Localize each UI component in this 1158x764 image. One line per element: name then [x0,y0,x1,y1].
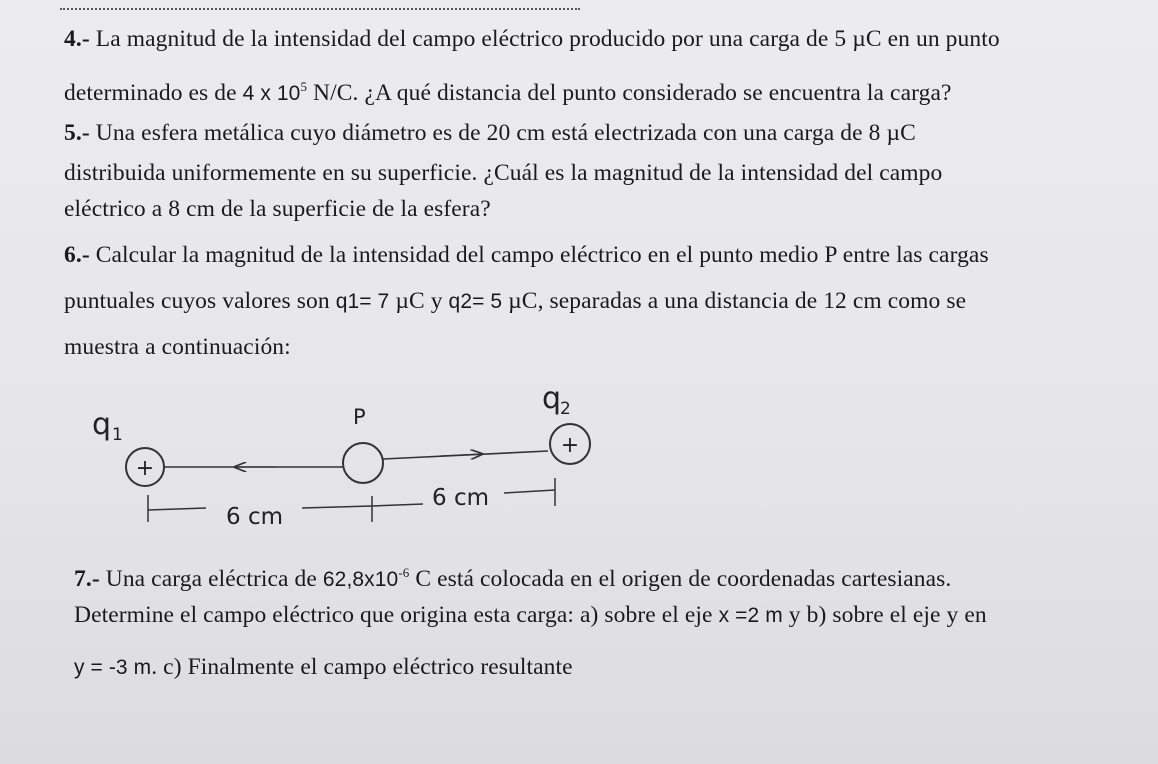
dimension-line-3 [372,504,423,506]
dimension-line-2 [302,506,372,508]
problem-7-number: 7.- [74,566,100,592]
q1-label: q [92,407,112,442]
p-label: P [353,405,366,429]
problem-6-number: 6.- [64,242,90,268]
problem-7-line-2: Determine el campo eléctrico que origina esta carga: a) sobre el eje x =2 m y b) sobre el eje y en [74,602,987,628]
problem-4-line-1: 4.- La magnitud de la intensidad del campo eléctrico producido por una carga de 5 µC en un punto [64,26,1000,52]
dimension-line-4 [504,490,555,493]
y-axis-value: y = -3 m [74,656,152,679]
problem-6-line-1: 6.- Calcular la magnitud de la intensidad del campo eléctrico en el punto medio P entre las cargas [64,242,989,268]
q2-label: q [542,381,562,416]
top-dotted-rule [60,8,580,10]
charges-diagram [80,378,620,538]
charge-q1-value: q1= 7 [335,290,390,313]
problem-4-line-2: determinado es de 4 x $10^5$ N/C. ¿A qué distancia del punto considerado se encuentra la carga? [64,79,952,106]
problem-7-line-1: 7.- Una carga eléctrica de $62,8x10^{-6}$ C está colocada en el origen de coordenadas cartesianas. [74,565,952,592]
charge-value: 62,8x10 [322,568,399,591]
field-magnitude-value: 4 x 10 [242,82,301,105]
problem-5-number: 5.- [64,120,90,146]
problem-5-line-1: 5.- Una esfera metálica cuyo diámetro es de 20 cm está electrizada con una carga de 8 µC [64,120,916,146]
problem-5-line-3: eléctrico a 8 cm de la superficie de la esfera? [64,196,491,222]
distance-right-label: 6 cm [432,485,489,511]
charges-diagram-svg [80,378,620,538]
problem-6-line-2: puntuales cuyos valores son q1= 7 µC y q2= 5 µC, separadas a una distancia de 12 cm como se [64,288,967,314]
problem-4-number: 4.- [64,26,90,52]
q1-subscript: 1 [112,425,123,445]
problem-6-line-3: muestra a continuación: [64,334,291,360]
q1-sign: + [135,456,155,481]
charge-q2-value: q2= 5 [448,290,503,313]
problem-7-line-3: y = -3 m. c) Finalmente el campo eléctrico resultante [74,654,573,680]
distance-left-label: 6 cm [226,504,283,530]
q2-subscript: 2 [560,399,571,419]
point-p-circle [343,443,383,483]
x-axis-value: x =2 m [718,604,783,627]
dimension-line-1 [148,508,206,510]
problem-5-line-2: distribuida uniformemente en su superficie. ¿Cuál es la magnitud de la intensidad del campo [64,160,943,186]
q2-sign: + [560,433,580,458]
